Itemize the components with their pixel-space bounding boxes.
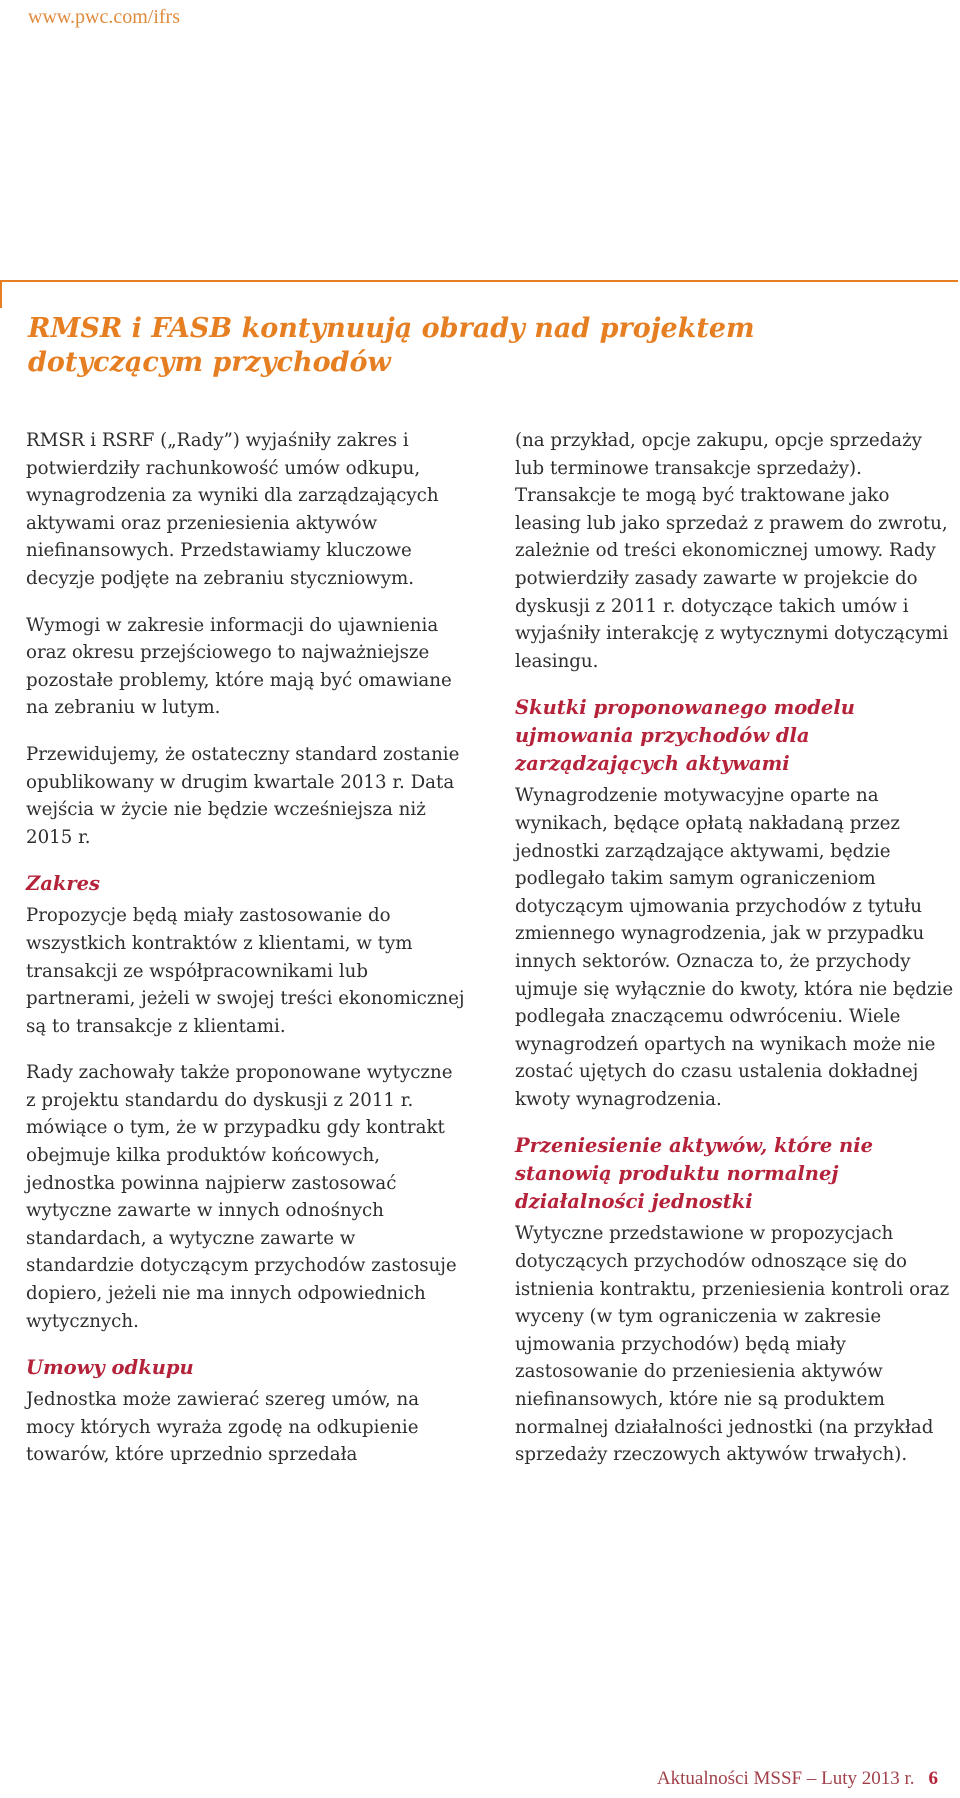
page-title: RMSR i FASB kontynuują obrady nad projektem dotyczącym przychodów (28, 313, 755, 378)
section-divider-tick (0, 280, 2, 308)
paragraph: Rady zachowały także proponowane wytyczne z projektu standardu do dyskusji z 2011 r. mówiące o tym, że w przypadku gdy kontrakt obejmuje kilka produktów końcowych, jednostka powinna najpierw zastosować wytyczne zawarte w innych odnośnych standardach, a wytyczne zawarte w standardzie dotyczącym przychodów zastosuje dopiero, jeżeli nie ma innych odpowiednich wytycznych. (26, 1062, 457, 1332)
intro-paragraph: RMSR i RSRF („Rady”) wyjaśniły zakres i potwierdziły rachunkowość umów odkupu, wynagrodzenia za wyniki dla zarządzających aktywami oraz przeniesienia aktywów niefinansowych. Przedstawiamy kluczowe decyzje podjęte na zebraniu styczniowym. (26, 430, 439, 589)
page-number: 6 (928, 1768, 938, 1789)
paragraph: Przewidujemy, że ostateczny standard zostanie opublikowany w drugim kwartale 2013 r. Data wejścia w życie nie będzie wcześniejsza niż 2015 r. (26, 743, 460, 848)
section-heading-skutki: Skutki proponowanego modelu ujmowania przychodów dla zarządzających aktywami (515, 696, 855, 776)
right-column (515, 427, 955, 1488)
header-url[interactable]: www.pwc.com/ifrs (28, 6, 181, 28)
section-divider (0, 280, 958, 282)
left-column (26, 427, 466, 1488)
paragraph: Jednostka może zawierać szereg umów, na mocy których wyraża zgodę na odkupienie towarów, które uprzednio sprzedała (26, 1389, 420, 1466)
paragraph: Wymogi w zakresie informacji do ujawnienia oraz okresu przejściowego to najważniejsze pozostałe problemy, które mają być omawiane na zebraniu w lutym. (26, 614, 452, 719)
page-footer (657, 1768, 938, 1790)
paragraph: Wytyczne przedstawione w propozycjach dotyczących przychodów odnoszące się do istnienia kontraktu, przeniesienia kontroli oraz wyceny (w tym ograniczenia w zakresie ujmowania przychodów) będą miały zastosowanie do przeniesienia aktywów niefinansowych, które nie są produktem normalnej działalności jednostki (na przykład sprzedaży rzeczowych aktywów trwałych). (515, 1223, 950, 1466)
footer-label: Aktualności MSSF – Luty 2013 r. (656, 1768, 915, 1789)
paragraph: (na przykład, opcje zakupu, opcje sprzedaży lub terminowe transakcje sprzedaży). Transakcje te mogą być traktowane jako leasing lub jako sprzedaż z prawem do zwrotu, zależnie od treści ekonomicznej umowy. Rady potwierdziły zasady zawarte w projekcie do dyskusji z 2011 r. dotyczące takich umów i wyjaśniły interakcję z wytycznymi dotyczącymi leasingu. (515, 430, 949, 672)
paragraph: Wynagrodzenie motywacyjne oparte na wynikach, będące opłatą nakładaną przez jednostki zarządzające aktywami, będzie podlegało takim samym ograniczeniom dotyczącym ujmowania przychodów z tytułu zmiennego wynagrodzenia, jak w przypadku innych sektorów. Oznacza to, że przychody ujmuje się wyłącznie do kwoty, która nie będzie podlegała znaczącemu odwróceniu. Wiele wynagrodzeń opartych na wynikach może nie zostać ujętych do czasu ustalenia dokładnej kwoty wynagrodzenia. (515, 785, 954, 1110)
paragraph: Propozycje będą miały zastosowanie do wszystkich kontraktów z klientami, w tym transakcji ze współpracownikami lub partnerami, jeżeli w swojej treści ekonomicznej są to transakcje z klientami. (26, 905, 465, 1037)
section-heading-umowy-odkupu: Umowy odkupu (26, 1356, 194, 1380)
section-heading-zakres: Zakres (26, 872, 101, 896)
section-heading-przeniesienie: Przeniesienie aktywów, które nie stanowią produktu normalnej działalności jednostki (515, 1134, 874, 1214)
